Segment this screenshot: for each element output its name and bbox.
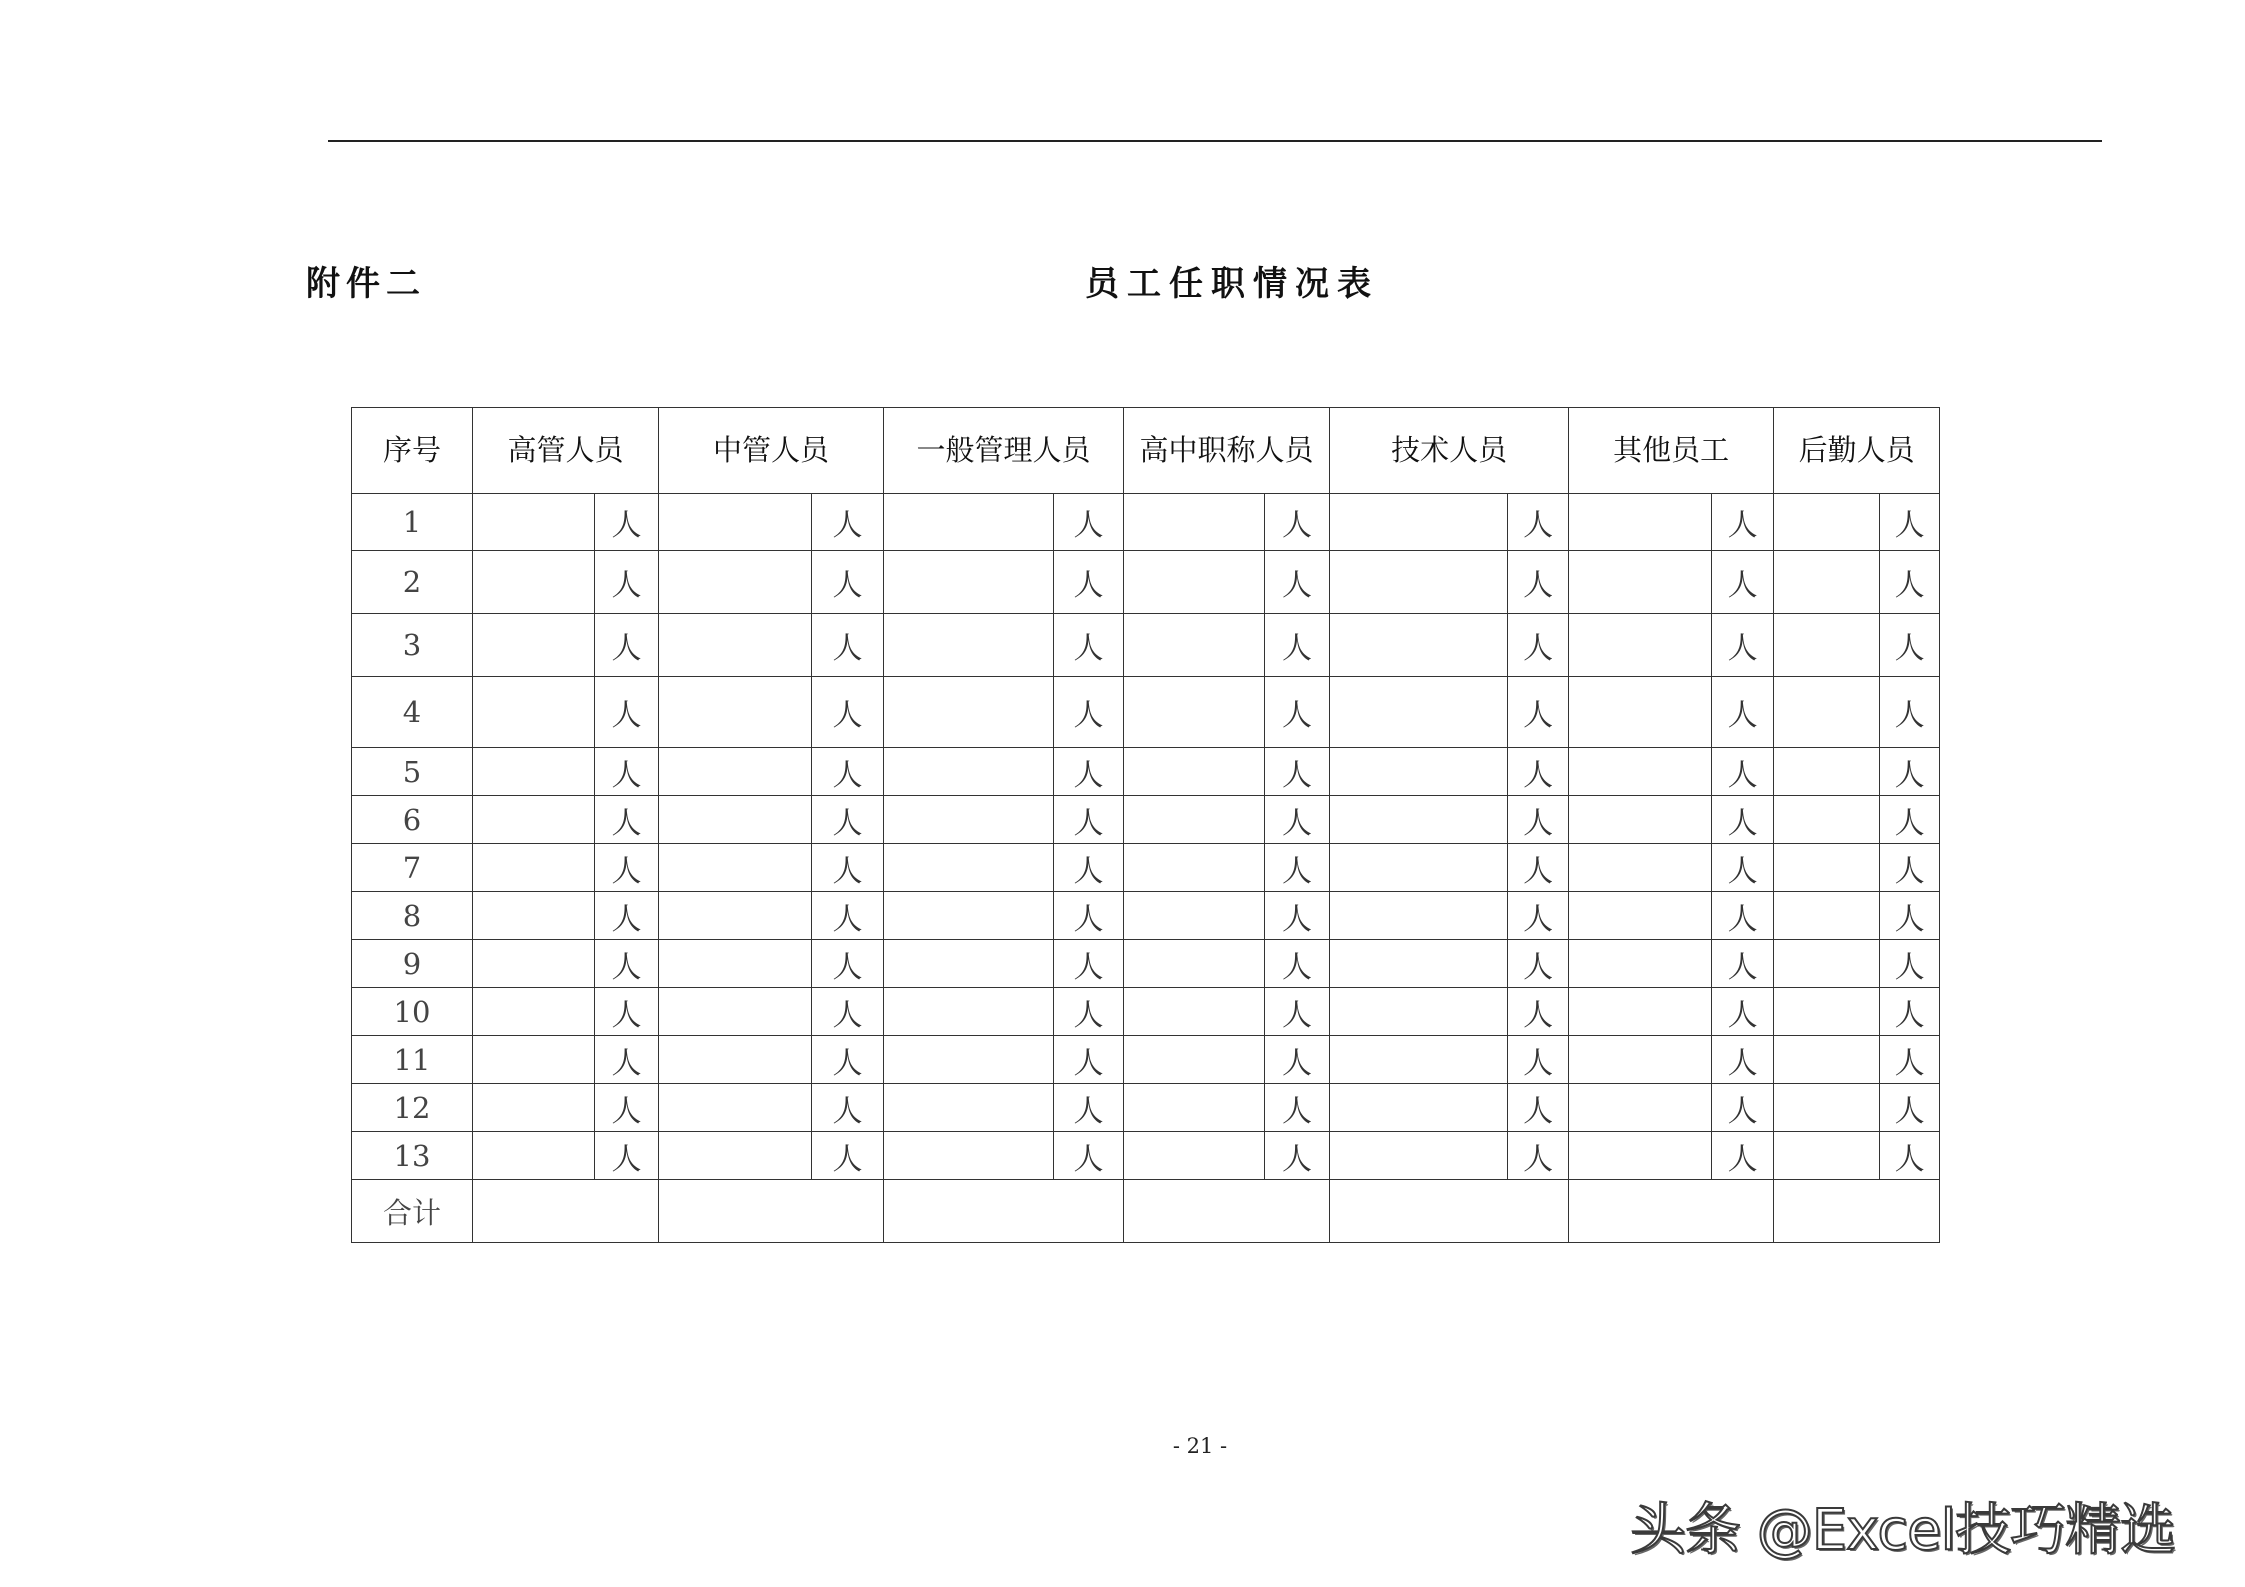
row-seq-cell: 8 <box>352 892 473 940</box>
unit-cell: 人 <box>595 940 659 988</box>
count-cell <box>1124 844 1265 892</box>
count-cell <box>1330 988 1508 1036</box>
count-cell <box>1330 844 1508 892</box>
count-cell <box>659 988 812 1036</box>
count-cell <box>1774 892 1880 940</box>
count-cell <box>1774 940 1880 988</box>
count-cell <box>473 892 595 940</box>
table-row <box>352 551 1940 614</box>
unit-cell: 人 <box>1054 892 1124 940</box>
row-seq-cell: 10 <box>352 988 473 1036</box>
count-cell <box>884 796 1054 844</box>
unit-cell: 人 <box>1508 988 1569 1036</box>
row-seq-cell: 5 <box>352 748 473 796</box>
row-seq-cell: 7 <box>352 844 473 892</box>
unit-cell: 人 <box>1265 796 1330 844</box>
unit-cell: 人 <box>1712 1132 1774 1180</box>
unit-cell: 人 <box>1265 940 1330 988</box>
unit-cell: 人 <box>1508 940 1569 988</box>
count-cell <box>1124 1084 1265 1132</box>
total-row <box>352 1180 1940 1243</box>
unit-cell: 人 <box>812 844 884 892</box>
unit-cell: 人 <box>1265 1084 1330 1132</box>
count-cell <box>884 1084 1054 1132</box>
unit-cell: 人 <box>812 892 884 940</box>
count-cell <box>1569 796 1712 844</box>
count-cell <box>1774 748 1880 796</box>
header-seq: 序号 <box>352 408 473 494</box>
count-cell <box>659 940 812 988</box>
count-cell <box>1569 1132 1712 1180</box>
unit-cell: 人 <box>1508 844 1569 892</box>
unit-cell: 人 <box>1265 677 1330 748</box>
unit-cell: 人 <box>812 551 884 614</box>
table-row <box>352 1084 1940 1132</box>
unit-cell: 人 <box>1712 844 1774 892</box>
unit-cell: 人 <box>1508 494 1569 551</box>
count-cell <box>1774 494 1880 551</box>
count-cell <box>1330 614 1508 677</box>
row-seq-cell: 6 <box>352 796 473 844</box>
table-title: 员工任职情况表 <box>1085 264 1379 304</box>
count-cell <box>884 614 1054 677</box>
count-cell <box>1330 677 1508 748</box>
unit-cell: 人 <box>1054 1036 1124 1084</box>
unit-cell: 人 <box>595 494 659 551</box>
count-cell <box>1774 796 1880 844</box>
count-cell <box>659 1084 812 1132</box>
header-logistics-staff: 后勤人员 <box>1774 408 1940 494</box>
unit-cell: 人 <box>812 614 884 677</box>
unit-cell: 人 <box>1054 1132 1124 1180</box>
unit-cell: 人 <box>1880 614 1940 677</box>
header-rule <box>328 140 2102 142</box>
count-cell <box>1569 1036 1712 1084</box>
count-cell <box>1124 892 1265 940</box>
header-middle-management: 中管人员 <box>659 408 884 494</box>
count-cell <box>1330 940 1508 988</box>
unit-cell: 人 <box>1265 1132 1330 1180</box>
unit-cell: 人 <box>812 748 884 796</box>
unit-cell: 人 <box>1508 1084 1569 1132</box>
count-cell <box>1774 614 1880 677</box>
unit-cell: 人 <box>812 1084 884 1132</box>
count-cell <box>884 677 1054 748</box>
count-cell <box>1569 844 1712 892</box>
count-cell <box>1124 677 1265 748</box>
unit-cell: 人 <box>1712 988 1774 1036</box>
unit-cell: 人 <box>1508 1036 1569 1084</box>
unit-cell: 人 <box>1508 1132 1569 1180</box>
table-row <box>352 1036 1940 1084</box>
header-other-employees: 其他员工 <box>1569 408 1774 494</box>
total-cell <box>659 1180 884 1243</box>
total-label: 合计 <box>352 1180 473 1243</box>
table-row <box>352 1132 1940 1180</box>
unit-cell: 人 <box>1054 551 1124 614</box>
row-seq-cell: 13 <box>352 1132 473 1180</box>
count-cell <box>884 1132 1054 1180</box>
unit-cell: 人 <box>1054 677 1124 748</box>
count-cell <box>1774 1132 1880 1180</box>
unit-cell: 人 <box>1712 748 1774 796</box>
unit-cell: 人 <box>595 796 659 844</box>
table-row <box>352 614 1940 677</box>
row-seq-cell: 1 <box>352 494 473 551</box>
unit-cell: 人 <box>812 1036 884 1084</box>
table-row <box>352 844 1940 892</box>
unit-cell: 人 <box>1265 494 1330 551</box>
count-cell <box>473 551 595 614</box>
total-cell <box>1330 1180 1569 1243</box>
table-row <box>352 796 1940 844</box>
table-row <box>352 494 1940 551</box>
count-cell <box>1124 748 1265 796</box>
table-row <box>352 892 1940 940</box>
count-cell <box>1774 677 1880 748</box>
unit-cell: 人 <box>595 892 659 940</box>
table-row <box>352 940 1940 988</box>
row-seq-cell: 4 <box>352 677 473 748</box>
unit-cell: 人 <box>812 988 884 1036</box>
count-cell <box>1569 940 1712 988</box>
watermark-logo: 头条 @Excel技巧精选 <box>1630 1498 2176 1563</box>
unit-cell: 人 <box>1265 614 1330 677</box>
unit-cell: 人 <box>1880 1084 1940 1132</box>
count-cell <box>473 1084 595 1132</box>
count-cell <box>1569 551 1712 614</box>
count-cell <box>473 940 595 988</box>
count-cell <box>1774 1084 1880 1132</box>
count-cell <box>1774 551 1880 614</box>
table-row <box>352 748 1940 796</box>
unit-cell: 人 <box>1054 796 1124 844</box>
unit-cell: 人 <box>1508 614 1569 677</box>
total-cell <box>473 1180 659 1243</box>
unit-cell: 人 <box>1054 1084 1124 1132</box>
unit-cell: 人 <box>1265 892 1330 940</box>
count-cell <box>1124 988 1265 1036</box>
count-cell <box>473 988 595 1036</box>
staff-table <box>351 407 1940 1243</box>
unit-cell: 人 <box>595 1132 659 1180</box>
count-cell <box>1774 988 1880 1036</box>
unit-cell: 人 <box>1712 614 1774 677</box>
unit-cell: 人 <box>595 844 659 892</box>
count-cell <box>1330 1132 1508 1180</box>
count-cell <box>1774 844 1880 892</box>
row-seq-cell: 3 <box>352 614 473 677</box>
unit-cell: 人 <box>1880 844 1940 892</box>
unit-cell: 人 <box>1054 940 1124 988</box>
header-senior-intermediate-title: 高中职称人员 <box>1124 408 1330 494</box>
unit-cell: 人 <box>1054 844 1124 892</box>
row-seq-cell: 2 <box>352 551 473 614</box>
unit-cell: 人 <box>595 988 659 1036</box>
unit-cell: 人 <box>1712 1036 1774 1084</box>
count-cell <box>884 1036 1054 1084</box>
unit-cell: 人 <box>1712 551 1774 614</box>
unit-cell: 人 <box>1880 940 1940 988</box>
unit-cell: 人 <box>1265 748 1330 796</box>
count-cell <box>473 1036 595 1084</box>
count-cell <box>1569 677 1712 748</box>
unit-cell: 人 <box>1508 677 1569 748</box>
count-cell <box>884 844 1054 892</box>
unit-cell: 人 <box>1880 796 1940 844</box>
count-cell <box>1569 614 1712 677</box>
unit-cell: 人 <box>1880 748 1940 796</box>
attachment-label: 附件二 <box>306 264 426 304</box>
count-cell <box>659 677 812 748</box>
unit-cell: 人 <box>595 1036 659 1084</box>
count-cell <box>1330 796 1508 844</box>
header-technical-staff: 技术人员 <box>1330 408 1569 494</box>
unit-cell: 人 <box>1508 892 1569 940</box>
count-cell <box>473 796 595 844</box>
table-header-row <box>352 408 1940 494</box>
row-seq-cell: 12 <box>352 1084 473 1132</box>
unit-cell: 人 <box>1265 1036 1330 1084</box>
count-cell <box>884 940 1054 988</box>
unit-cell: 人 <box>595 614 659 677</box>
unit-cell: 人 <box>1880 1132 1940 1180</box>
count-cell <box>659 494 812 551</box>
count-cell <box>1774 1036 1880 1084</box>
count-cell <box>884 748 1054 796</box>
unit-cell: 人 <box>1508 748 1569 796</box>
count-cell <box>1124 551 1265 614</box>
count-cell <box>1124 1132 1265 1180</box>
unit-cell: 人 <box>1880 1036 1940 1084</box>
row-seq-cell: 9 <box>352 940 473 988</box>
count-cell <box>1330 892 1508 940</box>
row-seq-cell: 11 <box>352 1036 473 1084</box>
unit-cell: 人 <box>1880 494 1940 551</box>
count-cell <box>659 892 812 940</box>
unit-cell: 人 <box>812 796 884 844</box>
total-cell <box>884 1180 1124 1243</box>
count-cell <box>659 796 812 844</box>
unit-cell: 人 <box>1054 494 1124 551</box>
count-cell <box>1124 494 1265 551</box>
count-cell <box>659 1132 812 1180</box>
unit-cell: 人 <box>1880 677 1940 748</box>
unit-cell: 人 <box>1054 614 1124 677</box>
count-cell <box>1330 1036 1508 1084</box>
unit-cell: 人 <box>812 494 884 551</box>
total-cell <box>1124 1180 1330 1243</box>
unit-cell: 人 <box>595 677 659 748</box>
header-senior-management: 高管人员 <box>473 408 659 494</box>
unit-cell: 人 <box>1712 796 1774 844</box>
count-cell <box>659 1036 812 1084</box>
unit-cell: 人 <box>1712 940 1774 988</box>
unit-cell: 人 <box>1712 677 1774 748</box>
count-cell <box>473 677 595 748</box>
count-cell <box>473 748 595 796</box>
count-cell <box>659 844 812 892</box>
unit-cell: 人 <box>595 748 659 796</box>
unit-cell: 人 <box>1508 796 1569 844</box>
unit-cell: 人 <box>1880 551 1940 614</box>
count-cell <box>659 614 812 677</box>
count-cell <box>1330 1084 1508 1132</box>
unit-cell: 人 <box>595 1084 659 1132</box>
count-cell <box>1569 748 1712 796</box>
unit-cell: 人 <box>1712 1084 1774 1132</box>
header-general-management: 一般管理人员 <box>884 408 1124 494</box>
count-cell <box>1330 551 1508 614</box>
count-cell <box>884 551 1054 614</box>
count-cell <box>1330 748 1508 796</box>
count-cell <box>1569 892 1712 940</box>
table-row <box>352 988 1940 1036</box>
unit-cell: 人 <box>812 677 884 748</box>
count-cell <box>473 844 595 892</box>
count-cell <box>659 551 812 614</box>
count-cell <box>1569 988 1712 1036</box>
unit-cell: 人 <box>1265 988 1330 1036</box>
count-cell <box>1124 1036 1265 1084</box>
count-cell <box>473 614 595 677</box>
total-cell <box>1774 1180 1940 1243</box>
unit-cell: 人 <box>1712 494 1774 551</box>
count-cell <box>884 988 1054 1036</box>
total-cell <box>1569 1180 1774 1243</box>
unit-cell: 人 <box>1265 844 1330 892</box>
unit-cell: 人 <box>1880 892 1940 940</box>
count-cell <box>1569 1084 1712 1132</box>
count-cell <box>473 494 595 551</box>
unit-cell: 人 <box>812 1132 884 1180</box>
unit-cell: 人 <box>1265 551 1330 614</box>
unit-cell: 人 <box>1054 988 1124 1036</box>
unit-cell: 人 <box>1508 551 1569 614</box>
unit-cell: 人 <box>1712 892 1774 940</box>
table-body <box>352 494 1940 1243</box>
unit-cell: 人 <box>595 551 659 614</box>
count-cell <box>884 892 1054 940</box>
table-row <box>352 677 1940 748</box>
page-number: - 21 - <box>1172 1434 1228 1458</box>
count-cell <box>1124 796 1265 844</box>
count-cell <box>659 748 812 796</box>
unit-cell: 人 <box>812 940 884 988</box>
count-cell <box>1330 494 1508 551</box>
unit-cell: 人 <box>1880 988 1940 1036</box>
count-cell <box>1124 940 1265 988</box>
count-cell <box>1569 494 1712 551</box>
count-cell <box>884 494 1054 551</box>
count-cell <box>473 1132 595 1180</box>
unit-cell: 人 <box>1054 748 1124 796</box>
count-cell <box>1124 614 1265 677</box>
